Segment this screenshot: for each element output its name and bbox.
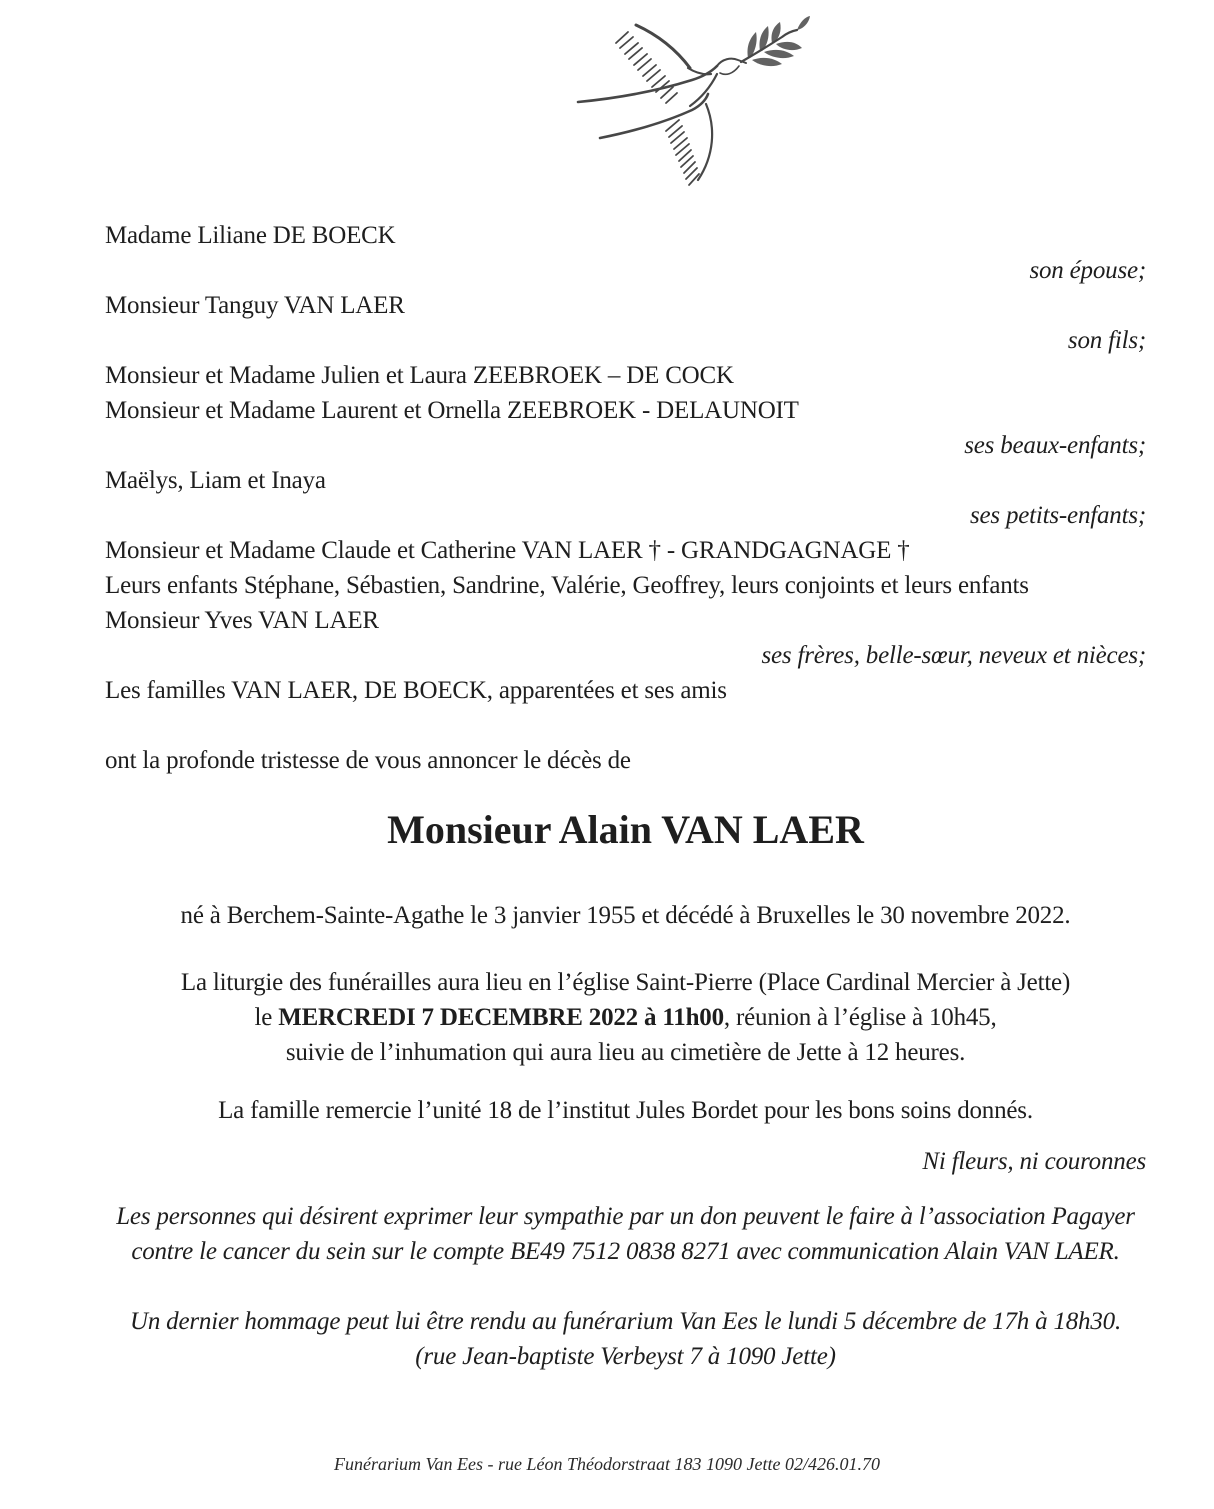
- donation-line-1: Les personnes qui désirent exprimer leur sympathie par un don peuvent le faire à l’association Pagayer: [116, 1203, 1135, 1230]
- ceremony-line-2: [105, 1000, 1146, 1035]
- mourner-name: Monsieur et Madame Claude et Catherine VAN LAER † - GRANDGAGNAGE †: [105, 537, 910, 564]
- tribute-line-1: Un dernier hommage peut lui être rendu au funérarium Van Ees le lundi 5 décembre de 17h à 18h30.: [129, 1308, 1122, 1335]
- donation-line-2: contre le cancer du sein sur le compte BE49 7512 0838 8271 avec communication Alain VAN LAER.: [131, 1238, 1120, 1265]
- relation-label: son fils;: [1067, 327, 1146, 354]
- tribute-paragraph: [105, 1304, 1146, 1374]
- relation-label: ses beaux-enfants;: [964, 432, 1146, 459]
- thanks-line: La famille remercie l’unité 18 de l’institut Jules Bordet pour les bons soins donnés.: [218, 1097, 1033, 1124]
- funeral-home-footer: Funérarium Van Ees - rue Léon Théodorstraat 183 1090 Jette 02/426.01.70: [334, 1454, 880, 1474]
- relation-label: ses frères, belle-sœur, neveux et nièces;: [761, 642, 1146, 669]
- ceremony-details: [105, 965, 1146, 1070]
- obituary-body: [105, 218, 1146, 1374]
- mourner-name: Monsieur Tanguy VAN LAER: [105, 292, 405, 319]
- mourner-name: Les familles VAN LAER, DE BOECK, apparentées et ses amis: [105, 677, 727, 704]
- mourner-name: Leurs enfants Stéphane, Sébastien, Sandrine, Valérie, Geoffrey, leurs conjoints et leurs enfants: [105, 572, 1029, 599]
- relation-label: ses petits-enfants;: [969, 502, 1146, 529]
- mourner-name: Monsieur et Madame Julien et Laura ZEEBROEK – DE COCK: [105, 362, 734, 389]
- ceremony-line-2-suffix: , réunion à l’église à 10h45,: [723, 1004, 997, 1031]
- mourner-name: Monsieur et Madame Laurent et Ornella ZEEBROEK - DELAUNOIT: [105, 397, 799, 424]
- mourner-name: Monsieur Yves VAN LAER: [105, 607, 379, 634]
- ceremony-date-time: MERCREDI 7 DECEMBRE 2022 à 11h00: [278, 1004, 724, 1031]
- dove-olive-branch-icon: [520, 10, 820, 210]
- mourner-name: Madame Liliane DE BOECK: [105, 222, 396, 249]
- tribute-line-2: (rue Jean-baptiste Verbeyst 7 à 1090 Jette): [415, 1343, 836, 1370]
- donation-paragraph: [105, 1199, 1146, 1269]
- mourner-name: Maëlys, Liam et Inaya: [105, 467, 326, 494]
- announcement-line: ont la profonde tristesse de vous annoncer le décès de: [105, 747, 631, 774]
- ceremony-line-3: suivie de l’inhumation qui aura lieu au cimetière de Jette à 12 heures.: [285, 1039, 966, 1066]
- deceased-name: Monsieur Alain VAN LAER: [387, 807, 864, 852]
- blank-line: [105, 708, 1146, 743]
- no-flowers-line: Ni fleurs, ni couronnes: [922, 1148, 1146, 1175]
- relation-label: son épouse;: [1029, 257, 1146, 284]
- ceremony-line-2-prefix: le: [254, 1004, 279, 1031]
- ceremony-line-1: La liturgie des funérailles aura lieu en l’église Saint-Pierre (Place Cardinal Mercier à Jette): [180, 969, 1071, 996]
- life-dates-line: né à Berchem-Sainte-Agathe le 3 janvier 1955 et décédé à Bruxelles le 30 novembre 2022.: [180, 902, 1071, 929]
